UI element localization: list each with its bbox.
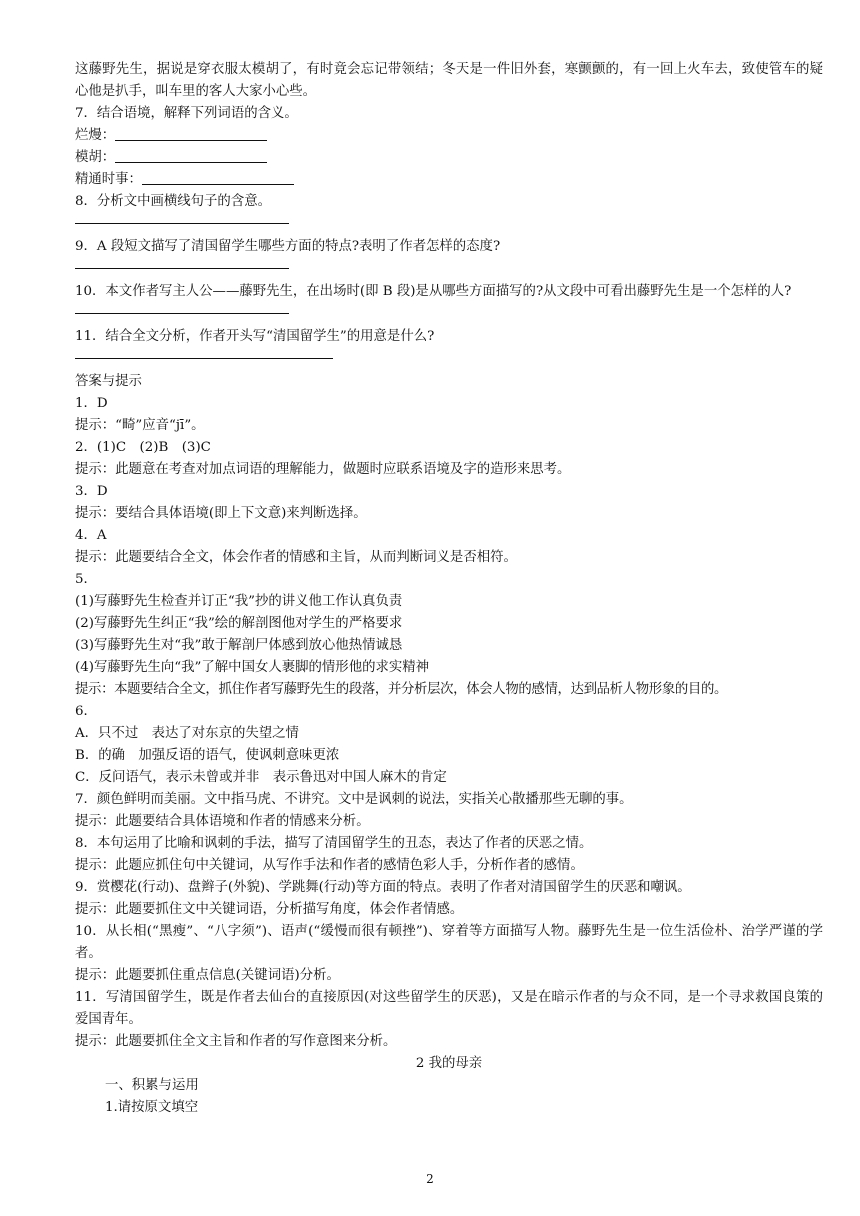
answer-1-tip: 提示：“畸”应音“jī”。 <box>75 418 205 433</box>
q7-term-2-label: 模胡： <box>75 150 116 165</box>
answer-10: 10．从长相(“黑瘦”、“八字须”)、语声(“缓慢而很有顿挫”)、穿着等方面描写人物。藤野先生是一位生活俭朴、治学严谨的学者。 <box>75 924 823 961</box>
question-11: 11．结合全文分析，作者开头写“清国留学生”的用意是什么? <box>75 329 435 344</box>
q7-term-2 <box>75 147 823 169</box>
answer-5-item: (4)写藤野先生向“我”了解中国女人裹脚的情形他的求实精神 <box>75 660 430 675</box>
answer-9: 9．赏樱花(行动)、盘辫子(外貌)、学跳舞(行动)等方面的特点。表明了作者对清国留学生的厌恶和嘲讽。 <box>75 880 691 895</box>
question-10: 10．本文作者写主人公——藤野先生，在出场时(即 B 段)是从哪些方面描写的?从文段中可看出藤野先生是一个怎样的人? <box>75 284 792 299</box>
answer-blank[interactable] <box>142 170 294 185</box>
answer-line[interactable] <box>75 213 289 224</box>
answer-11-tip: 提示：此题要抓住全文主旨和作者的写作意图来分析。 <box>75 1034 397 1049</box>
answer-blank[interactable] <box>115 126 267 141</box>
q7-term-3 <box>75 169 823 191</box>
answer-2-tip: 提示：此题意在考查对加点词语的理解能力，做题时应联系语境及字的造形来思考。 <box>75 462 571 477</box>
page-content <box>75 59 823 1119</box>
q7-term-1-label: 烂熳： <box>75 128 116 143</box>
answer-10-tip: 提示：此题要抓住重点信息(关键词语)分析。 <box>75 968 340 983</box>
section-title: 2 我的母亲 <box>415 1056 483 1071</box>
answer-11: 11．写清国留学生，既是作者去仙台的直接原因(对这些留学生的厌恶)，又是在暗示作者的与众不同，是一个寻求救国良策的爱国青年。 <box>75 990 823 1027</box>
answer-1: 1．D <box>75 396 108 411</box>
answer-4: 4．A <box>75 528 107 543</box>
question-9: 9．A 段短文描写了清国留学生哪些方面的特点?表明了作者怎样的态度? <box>75 239 501 254</box>
answers-heading: 答案与提示 <box>75 374 142 389</box>
answer-8: 8．本句运用了比喻和讽刺的手法，描写了清国留学生的丑态，表达了作者的厌恶之情。 <box>75 836 593 851</box>
answer-5-item: (1)写藤野先生检查并订正“我”抄的讲义他工作认真负责 <box>75 594 403 609</box>
answer-3-tip: 提示：要结合具体语境(即上下文意)来判断选择。 <box>75 506 367 521</box>
page-number: 2 <box>426 1172 434 1186</box>
answer-6-item: C．反问语气，表示未曾或并非 表示鲁迅对中国人麻木的肯定 <box>75 770 447 785</box>
answer-7: 7．颜色鲜明而美丽。文中指马虎、不讲究。文中是讽刺的说法，实指关心散播那些无聊的事。 <box>75 792 633 807</box>
section-part-heading: 一、积累与运用 <box>105 1078 199 1093</box>
answer-line[interactable] <box>75 348 333 359</box>
answer-blank[interactable] <box>115 148 267 163</box>
intro-paragraph: 这藤野先生，据说是穿衣服太模胡了，有时竟会忘记带领结；冬天是一件旧外套，寒颤颤的，有一回上火车去，致使管车的疑心他是扒手，叫车里的客人大家小心些。 <box>75 62 823 99</box>
answer-line[interactable] <box>75 303 289 314</box>
section-item: 1.请按原文填空 <box>105 1100 199 1115</box>
answer-2: 2．(1)C (2)B (3)C <box>75 440 211 455</box>
question-8: 8．分析文中画横线句子的含意。 <box>75 194 271 209</box>
answer-6-item: B．的确 加强反语的语气，使讽刺意味更浓 <box>75 748 340 763</box>
answer-9-tip: 提示：此题要抓住文中关键词语，分析描写角度，体会作者情感。 <box>75 902 464 917</box>
answer-line[interactable] <box>75 258 289 269</box>
answer-3: 3．D <box>75 484 108 499</box>
question-7: 7．结合语境，解释下列词语的含义。 <box>75 106 298 121</box>
answer-8-tip: 提示：此题应抓住句中关键词，从写作手法和作者的感情色彩人手，分析作者的感情。 <box>75 858 584 873</box>
answer-5-tip: 提示：本题要结合全文，抓住作者写藤野先生的段落，并分析层次，体会人物的感情，达到品析人物形象的目的。 <box>75 682 728 697</box>
answer-4-tip: 提示：此题要结合全文，体会作者的情感和主旨，从而判断词义是否相符。 <box>75 550 517 565</box>
q7-term-3-label: 精通时事： <box>75 172 142 187</box>
q7-term-1 <box>75 125 823 147</box>
answer-5: 5． <box>75 572 97 587</box>
answer-7-tip: 提示：此题要结合具体语境和作者的情感来分析。 <box>75 814 370 829</box>
answer-6-item: A．只不过 表达了对东京的失望之情 <box>75 726 299 741</box>
answer-5-item: (3)写藤野先生对“我”敢于解剖尸体感到放心他热情诚恳 <box>75 638 403 653</box>
answer-6: 6． <box>75 704 97 719</box>
answer-5-item: (2)写藤野先生纠正“我”绘的解剖图他对学生的严格要求 <box>75 616 403 631</box>
